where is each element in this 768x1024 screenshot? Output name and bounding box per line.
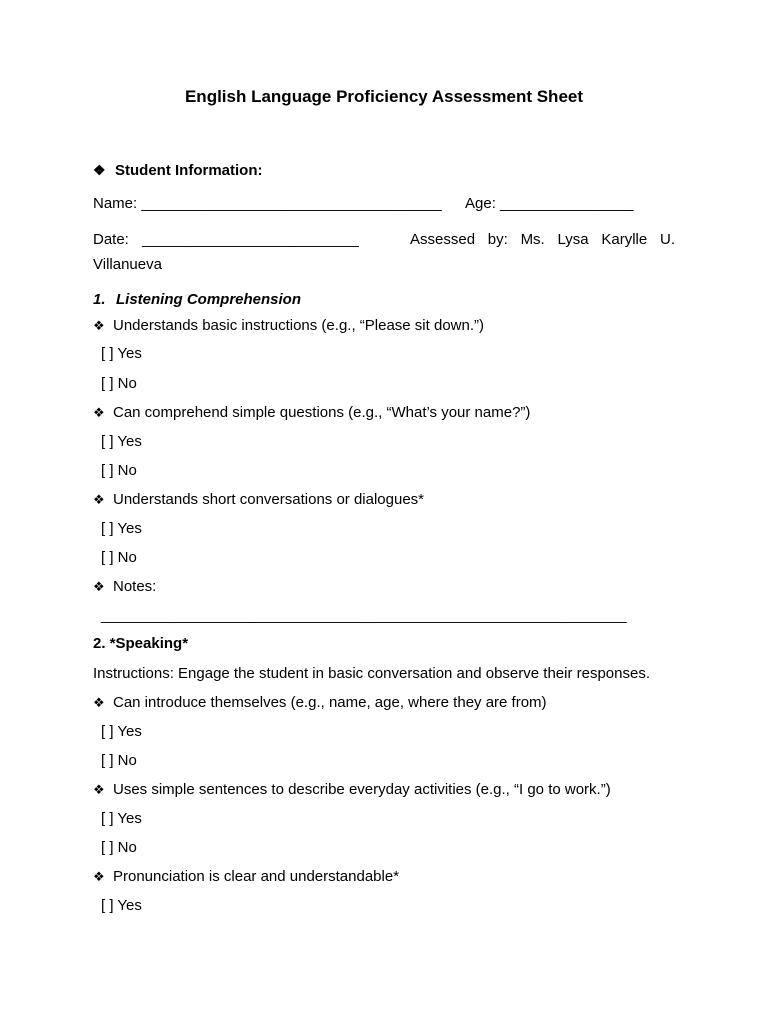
diamond-bullet-icon: ❖ <box>93 318 105 333</box>
speaking-item-1-text: Can introduce themselves (e.g., name, age, where they are from) <box>113 694 547 711</box>
checkbox-no[interactable]: [ ] No <box>101 752 137 769</box>
assessed-word: Ms. <box>520 231 545 248</box>
speaking-item-3-text: Pronunciation is clear and understandable* <box>113 868 400 885</box>
diamond-bullet-icon: ❖ <box>93 782 105 797</box>
checkbox-no[interactable]: [ ] No <box>101 549 137 566</box>
assessor-surname: Villanueva <box>93 256 162 273</box>
checkbox-yes[interactable]: [ ] Yes <box>101 723 142 740</box>
assessed-by-line <box>410 231 675 249</box>
student-info-heading <box>93 161 262 180</box>
listening-item-1 <box>93 317 484 335</box>
age-field: Age: ________________ <box>465 195 634 212</box>
speaking-heading: 2. *Speaking* <box>93 635 189 652</box>
checkbox-no[interactable]: [ ] No <box>101 462 137 479</box>
speaking-item-3 <box>93 868 399 886</box>
listening-heading-number: 1. <box>93 291 106 308</box>
listening-item-3 <box>93 491 424 509</box>
speaking-instructions: Instructions: Engage the student in basic conversation and observe their responses. <box>93 665 650 682</box>
diamond-bullet-icon: ❖ <box>93 579 105 594</box>
listening-item-2-text: Can comprehend simple questions (e.g., “What’s your name?”) <box>113 404 531 421</box>
checkbox-yes[interactable]: [ ] Yes <box>101 345 142 362</box>
diamond-bullet-icon: ❖ <box>93 695 105 710</box>
listening-heading <box>93 291 301 309</box>
listening-heading-text: Listening Comprehension <box>116 291 302 308</box>
date-field: __________________________ <box>142 231 359 248</box>
checkbox-yes[interactable]: [ ] Yes <box>101 897 142 914</box>
checkbox-yes[interactable]: [ ] Yes <box>101 433 142 450</box>
assessed-word: U. <box>659 231 675 248</box>
checkbox-yes[interactable]: [ ] Yes <box>101 810 142 827</box>
diamond-bullet-icon: ❖ <box>93 869 105 884</box>
listening-item-3-text: Understands short conversations or dialogues* <box>113 491 425 508</box>
diamond-bullet-icon: ❖ <box>93 405 105 420</box>
assessed-word: Lysa <box>557 231 589 248</box>
checkbox-yes[interactable]: [ ] Yes <box>101 520 142 537</box>
notes-label: Notes: <box>113 578 157 595</box>
diamond-bullet-icon: ❖ <box>93 492 105 507</box>
diamond-bullet-icon: ❖ <box>93 162 106 178</box>
speaking-item-2-text: Uses simple sentences to describe everyday activities (e.g., “I go to work.”) <box>113 781 611 798</box>
notes-field[interactable]: _______________________________________________________________ <box>101 607 627 624</box>
listening-item-1-text: Understands basic instructions (e.g., “Please sit down.”) <box>113 317 484 334</box>
assessed-word: by: <box>487 231 508 248</box>
listening-item-2 <box>93 404 530 422</box>
student-info-heading-text: Student Information: <box>115 162 263 179</box>
page-title: English Language Proficiency Assessment Sheet <box>184 87 584 106</box>
speaking-item-1 <box>93 694 547 712</box>
assessed-word: Karylle <box>601 231 648 248</box>
speaking-item-2 <box>93 781 611 799</box>
checkbox-no[interactable]: [ ] No <box>101 839 137 856</box>
notes-label-line <box>93 578 156 596</box>
date-label: Date: <box>93 231 129 248</box>
assessed-word: Assessed <box>410 231 476 248</box>
name-field: Name: ____________________________________ <box>93 195 442 212</box>
checkbox-no[interactable]: [ ] No <box>101 375 137 392</box>
